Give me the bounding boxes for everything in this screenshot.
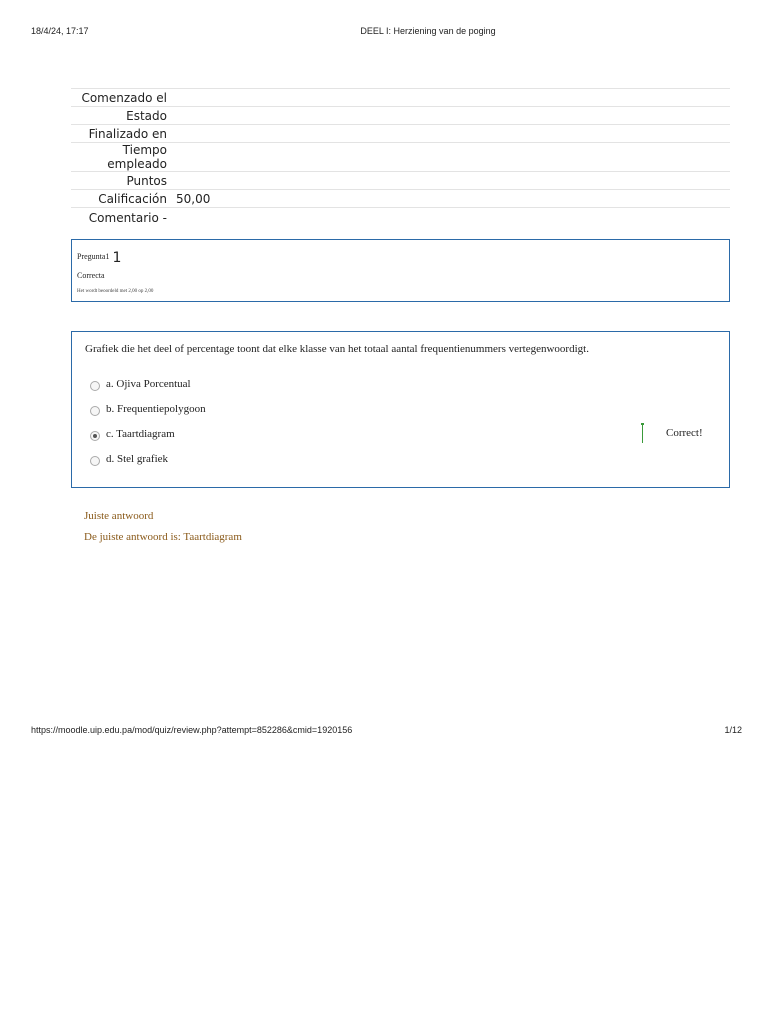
summary-row bbox=[71, 172, 730, 190]
correct-check-icon bbox=[642, 423, 643, 443]
radio-button[interactable] bbox=[90, 456, 100, 466]
summary-label: Calificación bbox=[71, 190, 176, 208]
answer-option-a[interactable] bbox=[90, 376, 191, 392]
question-info-box bbox=[71, 239, 730, 302]
summary-value bbox=[176, 208, 730, 229]
radio-button-checked[interactable] bbox=[90, 431, 100, 441]
question-text: Grafiek die het deel of percentage toont dat elke klasse van het totaal aantal frequentienummers vertegenwoordigt. bbox=[85, 343, 589, 355]
summary-label: Puntos bbox=[71, 172, 176, 190]
print-url: https://moodle.uip.edu.pa/mod/quiz/review.php?attempt=852286&cmid=1920156 bbox=[31, 725, 353, 735]
print-header bbox=[0, 26, 768, 38]
question-state: Correcta bbox=[77, 271, 105, 280]
question-grade: Het wordt beoordeld met 2,00 op 2,00 bbox=[77, 289, 154, 294]
summary-value bbox=[176, 107, 730, 125]
answer-label: c. Taartdiagram bbox=[106, 428, 175, 440]
summary-value bbox=[176, 172, 730, 190]
question-number bbox=[77, 247, 122, 266]
summary-label: Estado bbox=[71, 107, 176, 125]
answer-feedback: Correct! bbox=[666, 427, 703, 439]
answer-label: d. Stel grafiek bbox=[106, 453, 169, 465]
summary-value bbox=[176, 89, 730, 107]
question-content-box bbox=[71, 331, 730, 488]
summary-label: Tiempo empleado bbox=[71, 143, 176, 172]
question-number-label-num: 1 bbox=[105, 252, 110, 261]
summary-label: Comentario - bbox=[71, 208, 176, 229]
summary-row bbox=[71, 107, 730, 125]
summary-row bbox=[71, 208, 730, 229]
summary-row bbox=[71, 190, 730, 208]
right-answer: De juiste antwoord is: Taartdiagram bbox=[84, 531, 242, 543]
question-number-value: 1 bbox=[112, 250, 122, 266]
radio-button[interactable] bbox=[90, 381, 100, 391]
answer-option-c[interactable] bbox=[90, 426, 175, 442]
general-feedback: Juiste antwoord bbox=[84, 510, 154, 522]
answer-label: a. Ojiva Porcentual bbox=[106, 378, 191, 390]
summary-label: Comenzado el bbox=[71, 89, 176, 107]
summary-row bbox=[71, 143, 730, 172]
answer-option-b[interactable] bbox=[90, 401, 206, 417]
summary-row bbox=[71, 125, 730, 143]
answer-label: b. Frequentiepolygoon bbox=[106, 403, 206, 415]
print-datetime: 18/4/24, 17:17 bbox=[31, 26, 89, 36]
summary-value bbox=[176, 143, 730, 172]
summary-label: Finalizado en bbox=[71, 125, 176, 143]
summary-row bbox=[71, 89, 730, 107]
print-title: DEEL I: Herziening van de poging bbox=[360, 26, 496, 36]
question-number-label: Pregunta bbox=[77, 252, 106, 261]
attempt-summary-table bbox=[71, 88, 730, 228]
radio-button[interactable] bbox=[90, 406, 100, 416]
print-page-number: 1/12 bbox=[724, 725, 742, 735]
summary-value: 50,00 bbox=[176, 190, 730, 208]
summary-value bbox=[176, 125, 730, 143]
answer-option-d[interactable] bbox=[90, 451, 168, 467]
question-outcome bbox=[84, 510, 242, 552]
